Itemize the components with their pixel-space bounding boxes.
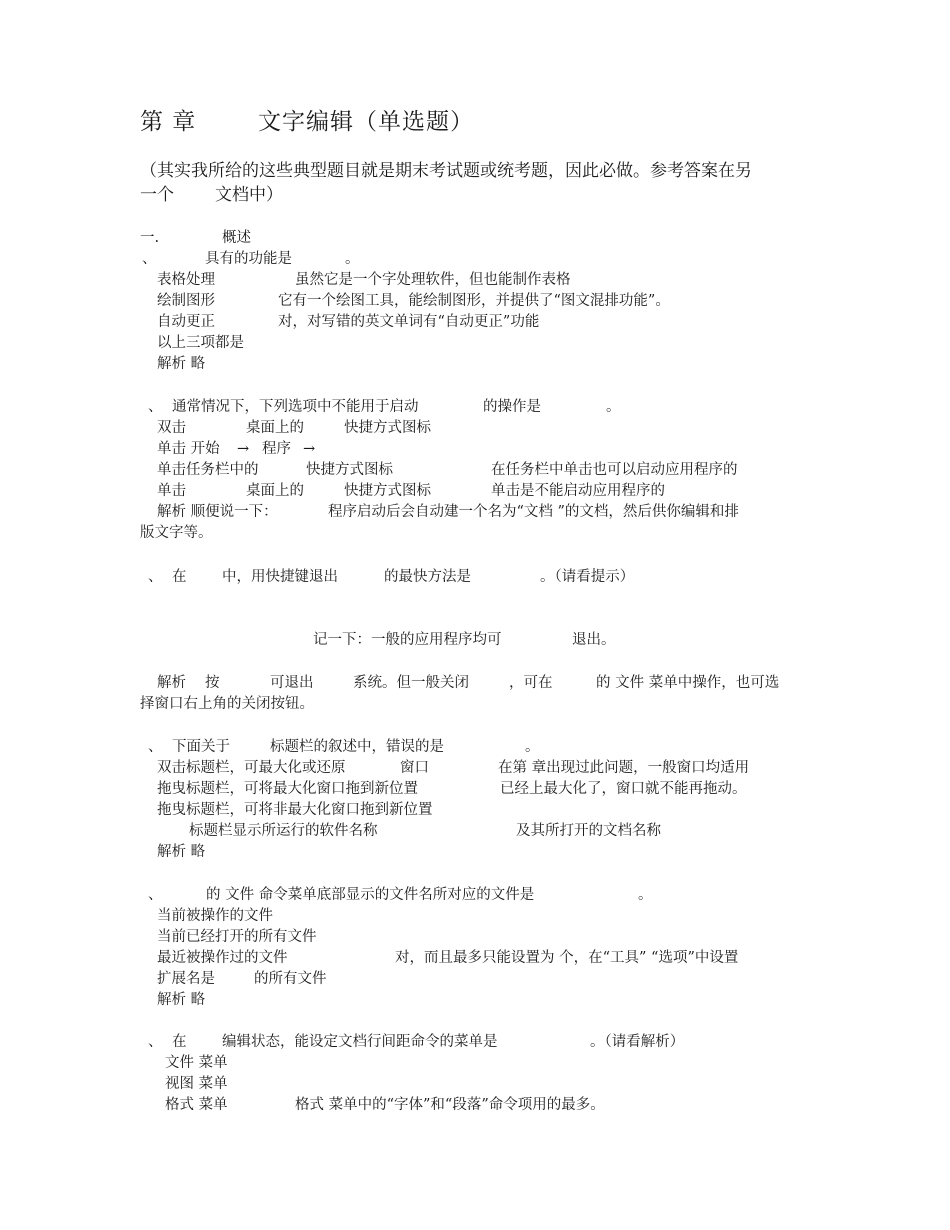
q2-option-d2: 桌面上的 <box>246 483 304 499</box>
q2-option-d1: 单击 <box>157 483 186 499</box>
q5-option-c: 最近被操作过的文件 <box>157 950 288 966</box>
q6-option-b: 视图 菜单 <box>165 1076 228 1092</box>
q2-option-a3: 快捷方式图标 <box>344 420 431 436</box>
q2-prefix: 、 <box>148 399 163 415</box>
q1-option-a: 表格处理 <box>157 272 215 288</box>
q2-stem-b: 的操作是 <box>483 399 541 415</box>
q4-option-a2: 窗口 <box>400 760 429 776</box>
q1-note-b: 它有一个绘图工具，能绘制图形，并提供了“图文混排功能”。 <box>278 293 670 309</box>
q1-note-a: 虽然它是一个字处理软件，但也能制作表格 <box>295 272 571 288</box>
q5-note-c: 对，而且最多只能设置为 个，在“工具” “选项”中设置 <box>395 950 739 966</box>
q3-analysis-a: 解析 <box>157 675 186 691</box>
q5-stem: 的 文件 命令菜单底部显示的文件名所对应的文件是 <box>206 887 535 903</box>
q3-stem-c: 的最快方法是 <box>384 569 471 585</box>
q2-option-d3: 快捷方式图标 <box>344 483 431 499</box>
q6-prefix: 、 <box>148 1034 163 1050</box>
q6-stem-c: 。（请看解析） <box>590 1034 685 1050</box>
q6-option-c: 格式 菜单 <box>165 1097 228 1113</box>
section-number: 一. <box>140 230 160 246</box>
q4-option-d2: 及其所打开的文档名称 <box>516 823 661 839</box>
q1-stem: 具有的功能是 <box>205 251 292 267</box>
chapter-title: 文字编辑（单选题） <box>258 109 474 135</box>
q2-option-b2: 程序 <box>262 441 291 457</box>
q1-prefix: 、 <box>142 251 157 267</box>
q2-option-b1: 单击 开始 <box>157 441 220 457</box>
q5-prefix: 、 <box>148 887 163 903</box>
q2-note-d: 单击是不能启动应用程序的 <box>491 483 665 499</box>
q4-note-a: 在第 章出现过此问题，一般窗口均适用 <box>498 760 750 776</box>
q4-option-d1: 标题栏显示所运行的软件名称 <box>189 823 378 839</box>
q2-option-c2: 快捷方式图标 <box>306 462 393 478</box>
q1-analysis: 解析 略 <box>157 356 206 372</box>
q3-analysis-f: 的 文件 菜单中操作，也可选 <box>596 675 780 691</box>
arrow-right-icon: → <box>303 441 316 457</box>
intro-line-2a: 一个 <box>140 185 174 205</box>
q3-analysis-e: ，可在 <box>509 675 553 691</box>
intro-line-1: （其实我所给的这些典型题目就是期末考试题或统考题，因此必做。参考答案在另 <box>140 161 752 181</box>
q1-option-c: 自动更正 <box>157 314 215 330</box>
q3-tip-a: 记一下：一般的应用程序均可 <box>313 632 502 648</box>
intro-line-2b: 文档中） <box>215 185 283 205</box>
q3-tip-b: 退出。 <box>572 632 616 648</box>
q3-analysis-b: 按 <box>205 675 220 691</box>
q5-analysis: 解析 略 <box>157 992 206 1008</box>
q6-option-a: 文件 菜单 <box>165 1055 228 1071</box>
arrow-right-icon: → <box>237 441 250 457</box>
q1-blank-end: 。 <box>345 251 360 267</box>
q4-stem-a: 下面关于 <box>172 739 230 755</box>
q3-analysis-c: 可退出 <box>270 675 314 691</box>
q2-analysis-a: 解析 顺便说一下： <box>157 504 278 520</box>
q5-option-b: 当前已经打开的所有文件 <box>157 929 317 945</box>
q5-option-a: 当前被操作的文件 <box>157 908 273 924</box>
q4-option-b: 拖曳标题栏，可将最大化窗口拖到新位置 <box>157 781 418 797</box>
q4-stem-b: 标题栏的叙述中，错误的是 <box>270 739 444 755</box>
q4-option-a1: 双击标题栏，可最大化或还原 <box>157 760 346 776</box>
q6-stem-b: 编辑状态，能设定文档行间距命令的菜单是 <box>222 1034 498 1050</box>
q2-stem-a: 通常情况下，下列选项中不能用于启动 <box>172 399 419 415</box>
q4-note-b: 已经上最大化了，窗口就不能再拖动。 <box>500 781 747 797</box>
q2-analysis-b: 程序启动后会自动建一个名为“文档 ”的文档，然后供你编辑和排 <box>328 504 739 520</box>
q3-stem-b: 中，用快捷键退出 <box>222 569 338 585</box>
q1-option-b: 绘制图形 <box>157 293 215 309</box>
q5-blank-end: 。 <box>638 887 653 903</box>
q3-stem-a: 在 <box>172 569 187 585</box>
q3-stem-d: 。（请看提示） <box>540 569 635 585</box>
q4-analysis: 解析 略 <box>157 844 206 860</box>
q1-option-d: 以上三项都是 <box>157 335 244 351</box>
q6-stem-a: 在 <box>172 1034 187 1050</box>
chapter-number: 第 章 <box>140 109 197 135</box>
q3-prefix: 、 <box>148 569 163 585</box>
q4-prefix: 、 <box>148 739 163 755</box>
q5-option-d2: 的所有文件 <box>254 971 327 987</box>
q1-note-c: 对，对写错的英文单词有“自动更正”功能 <box>278 314 540 330</box>
q2-blank-end: 。 <box>606 399 621 415</box>
q2-option-a1: 双击 <box>157 420 186 436</box>
section-label: 概述 <box>222 230 251 246</box>
q2-analysis-c: 版文字等。 <box>140 525 213 541</box>
q4-option-c: 拖曳标题栏，可将非最大化窗口拖到新位置 <box>157 802 433 818</box>
q2-option-c1: 单击任务栏中的 <box>157 462 259 478</box>
q2-option-a2: 桌面上的 <box>246 420 304 436</box>
q4-blank-end: 。 <box>525 739 540 755</box>
q6-note-c: 格式 菜单中的“字体”和“段落”命令项用的最多。 <box>295 1097 605 1113</box>
q2-note-c: 在任务栏中单击也可以启动应用程序的 <box>491 462 738 478</box>
q5-option-d1: 扩展名是 <box>157 971 215 987</box>
q3-analysis-d: 系统。但一般关闭 <box>353 675 469 691</box>
q3-analysis-g: 择窗口右上角的关闭按钮。 <box>140 696 314 712</box>
